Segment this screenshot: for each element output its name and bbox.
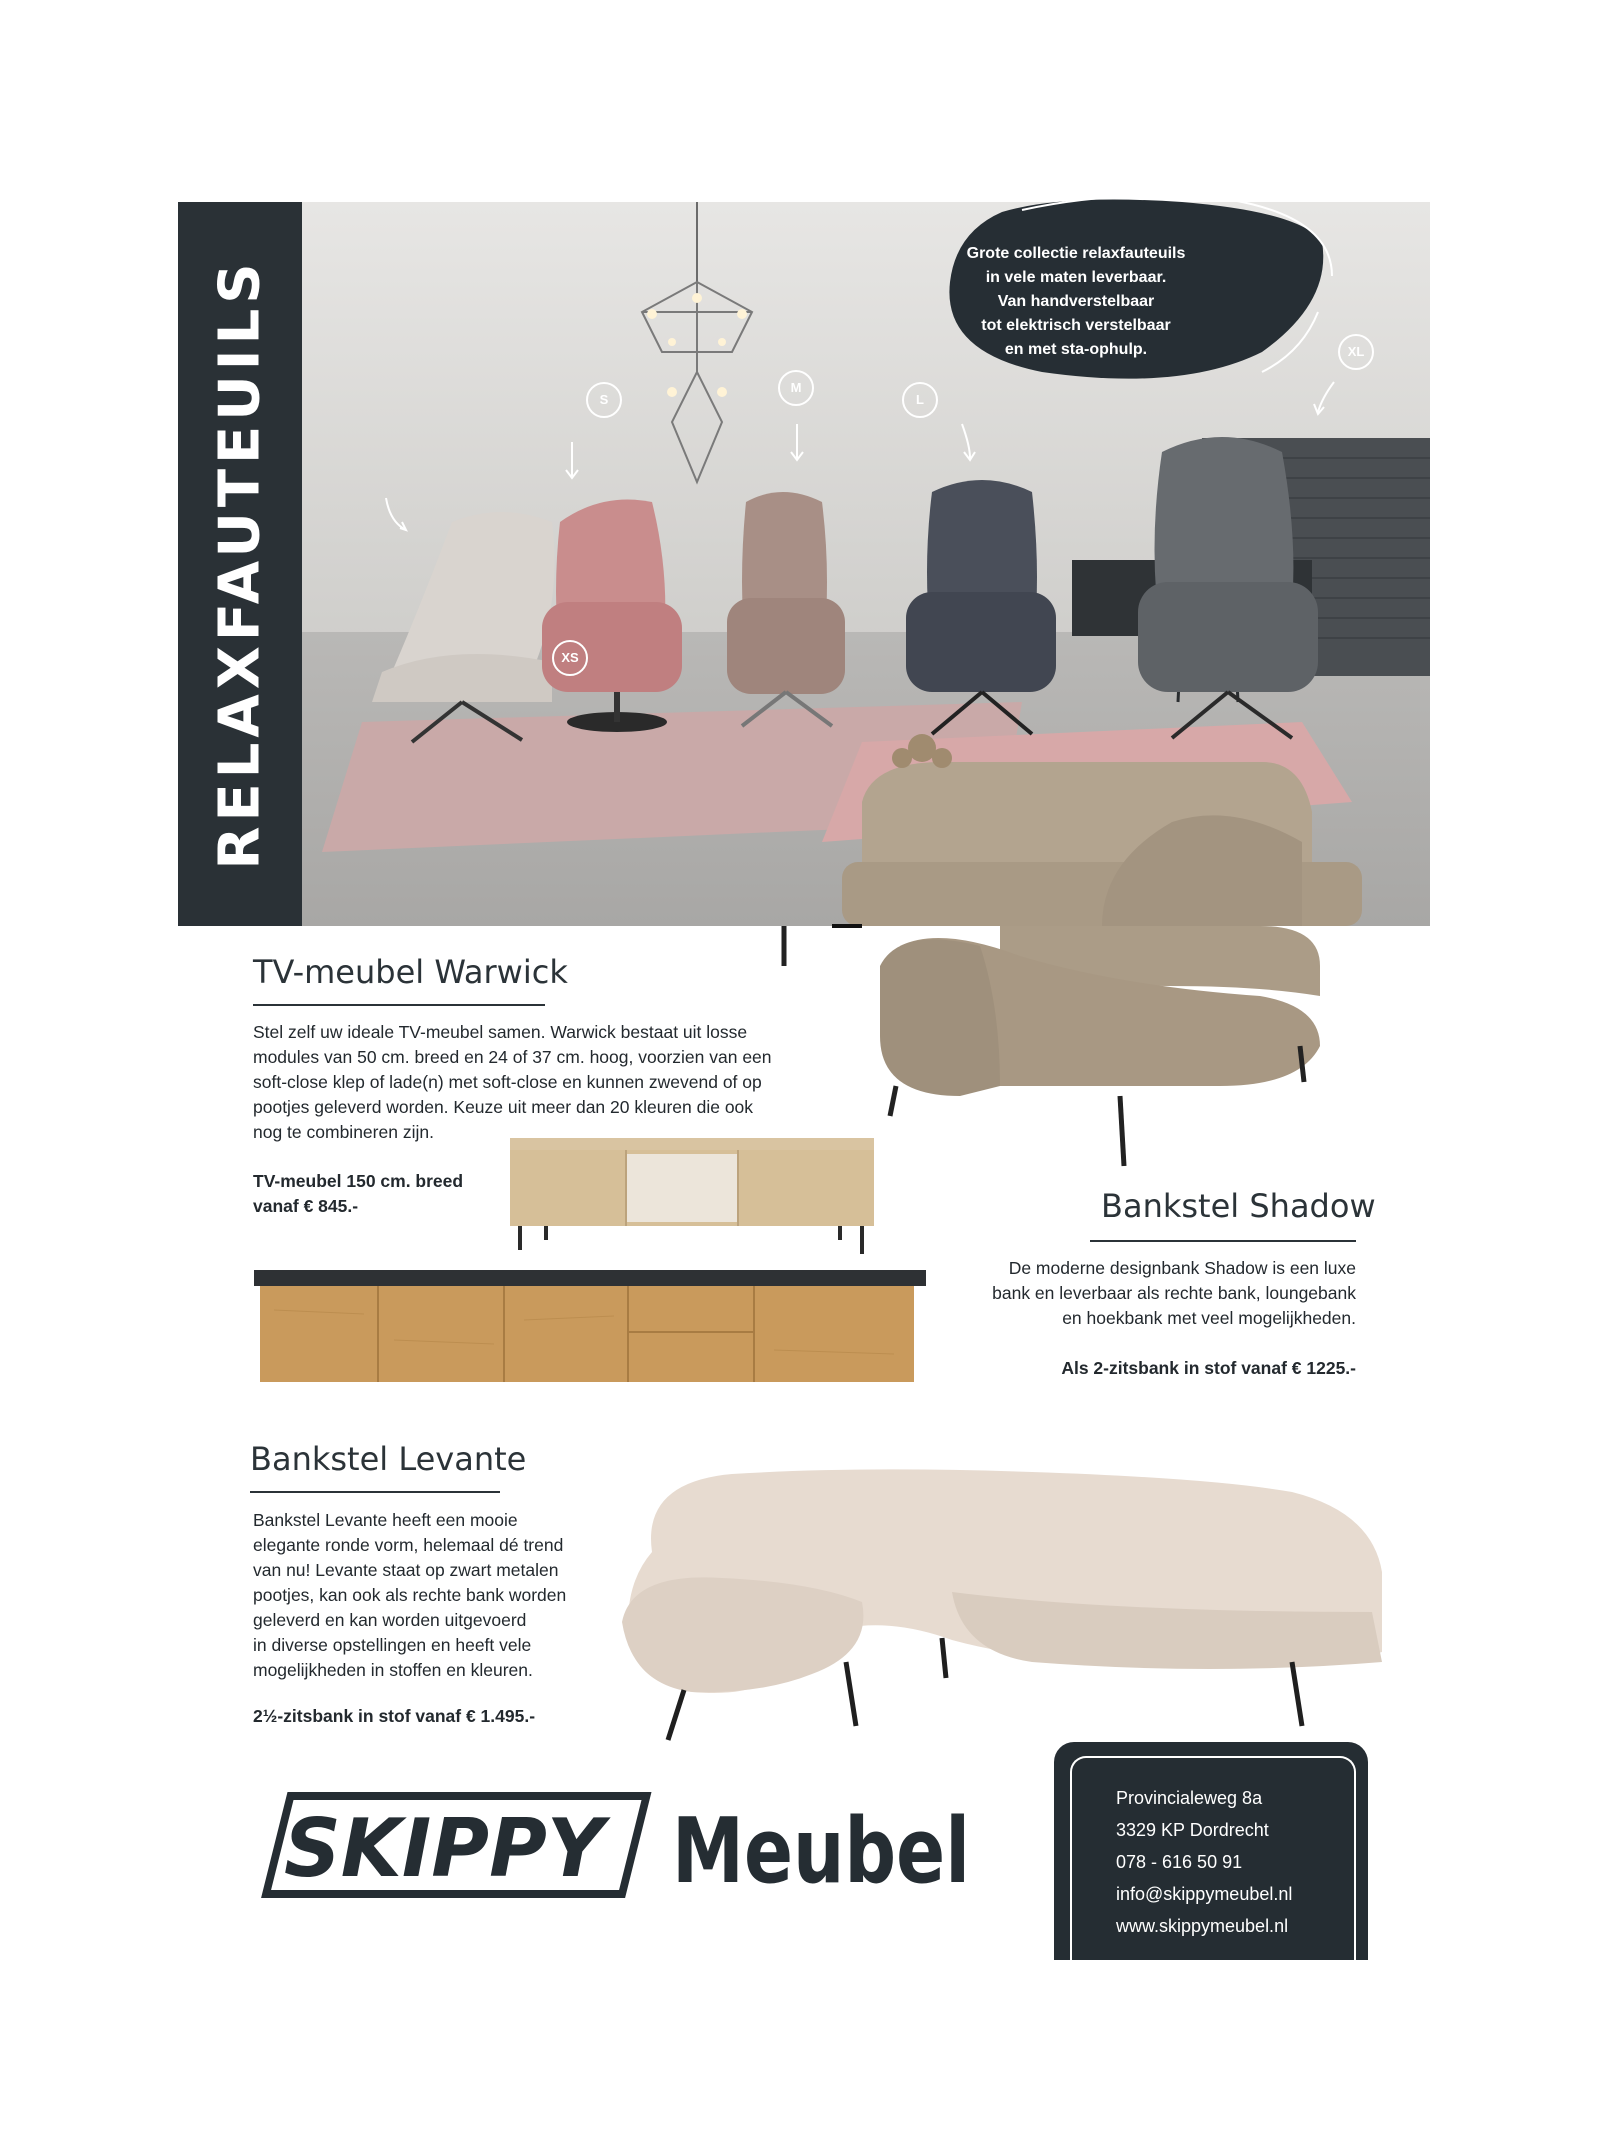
skippy-logo — [252, 1790, 992, 1910]
warwick-line: soft-close klep of lade(n) met soft-close en kunnen zwevend of op — [253, 1072, 762, 1092]
levante-line: geleverd en kan worden uitgevoerd — [253, 1610, 527, 1630]
levante-line: Bankstel Levante heeft een mooie — [253, 1510, 518, 1530]
bubble-line: Van handverstelbaar — [997, 293, 1155, 310]
levante-line: mogelijkheden in stoffen en kleuren. — [253, 1660, 533, 1680]
levante-line: in diverse opstellingen en heeft vele — [253, 1635, 532, 1655]
logo-word: SKIPPY — [284, 1802, 611, 1895]
levante-title: Bankstel Levante — [250, 1440, 527, 1478]
contact-email[interactable]: info@skippymeubel.nl — [1116, 1884, 1293, 1904]
shadow-line: bank en leverbaar als rechte bank, loungebank — [992, 1283, 1356, 1303]
shadow-line: en hoekbank met veel mogelijkheden. — [1062, 1308, 1356, 1328]
warwick-line: pootjes geleverd worden. Keuze uit meer dan 20 kleuren die ook — [253, 1097, 754, 1117]
size-marker-xs: XS — [552, 640, 588, 676]
levante-line: van nu! Levante staat op zwart metalen — [253, 1560, 559, 1580]
relaxfauteuils-title: RELAXFAUTEUILS — [207, 258, 273, 870]
warwick-description — [253, 1020, 772, 1145]
contact-address: Provincialeweg 8a — [1116, 1788, 1263, 1808]
size-marker-l: L — [902, 382, 938, 418]
hero-side-bar — [178, 202, 302, 926]
levante-sofa-image — [612, 1462, 1390, 1746]
warwick-title-rule — [253, 1004, 545, 1006]
levante-description — [253, 1508, 566, 1683]
contact-details — [1116, 1782, 1292, 1942]
warwick-price-line: TV-meubel 150 cm. breed — [253, 1171, 464, 1191]
size-marker-s: S — [586, 382, 622, 418]
levante-title-rule — [250, 1491, 500, 1493]
tv-unit-long-image — [254, 1270, 926, 1394]
levante-line: pootjes, kan ook als rechte bank worden — [253, 1585, 567, 1605]
contact-city: 3329 KP Dordrecht — [1116, 1820, 1269, 1840]
contact-phone[interactable]: 078 - 616 50 91 — [1116, 1852, 1243, 1872]
shadow-title-rule — [1090, 1240, 1356, 1242]
hero-banner — [178, 202, 1430, 926]
warwick-price-line: vanaf € 845.- — [253, 1196, 359, 1216]
warwick-price — [253, 1169, 463, 1219]
size-marker-m: M — [778, 370, 814, 406]
shadow-sofa-image — [700, 926, 1400, 1166]
logo-suffix: Meubel — [672, 1799, 970, 1904]
shadow-line: De moderne designbank Shadow is een luxe — [1008, 1258, 1356, 1278]
warwick-title: TV-meubel Warwick — [253, 953, 568, 991]
warwick-line: modules van 50 cm. breed en 24 of 37 cm. hoog, voorzien van een — [253, 1047, 772, 1067]
size-marker-xl: XL — [1338, 334, 1374, 370]
contact-website[interactable]: www.skippymeubel.nl — [1116, 1916, 1289, 1936]
shadow-price: Als 2-zitsbank in stof vanaf € 1225.- — [1061, 1358, 1356, 1378]
shadow-title: Bankstel Shadow — [1101, 1187, 1376, 1225]
bubble-line: Grote collectie relaxfauteuils — [966, 245, 1186, 262]
bubble-line: in vele maten leverbaar. — [985, 269, 1167, 286]
tv-unit-small-image — [506, 1136, 878, 1258]
bubble-line: tot elektrisch verstelbaar — [981, 317, 1171, 334]
levante-line: elegante ronde vorm, helemaal dé trend — [253, 1535, 564, 1555]
shadow-description — [960, 1256, 1356, 1331]
relax-info-bubble — [866, 242, 1286, 362]
warwick-line: nog te combineren zijn. — [253, 1122, 434, 1142]
bubble-line: en met sta-ophulp. — [1004, 341, 1148, 358]
warwick-line: Stel zelf uw ideale TV-meubel samen. Warwick bestaat uit losse — [253, 1022, 748, 1042]
levante-price: 2½-zitsbank in stof vanaf € 1.495.- — [253, 1706, 536, 1726]
